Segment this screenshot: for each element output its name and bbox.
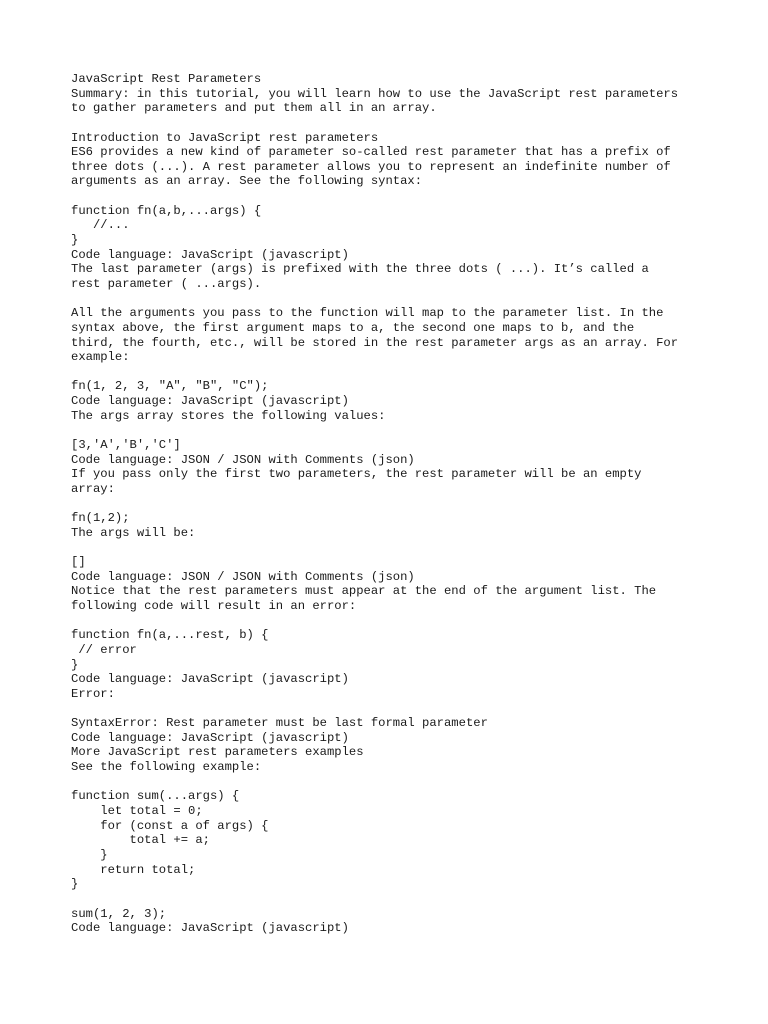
blank-line [71,116,731,131]
text-line: array: [71,481,115,496]
text-line: three dots (...). A rest parameter allows you to represent an indefinite number of [71,159,671,174]
code-line: SyntaxError: Rest parameter must be last formal parameter [71,716,488,731]
text-line: following code will result in an error: [71,599,357,614]
text-line: The last parameter (args) is prefixed with the three dots ( ...). It’s called a [71,262,649,277]
text-line: If you pass only the first two parameters, the rest parameter will be an empty [71,467,642,482]
code-line: function sum(...args) { [71,789,240,804]
code-line: } [71,877,79,892]
code-line: // error [71,642,137,657]
code-line: //... [71,218,130,233]
text-line: Summary: in this tutorial, you will learn how to use the JavaScript rest parameters [71,86,679,101]
text-line: All the arguments you pass to the function will map to the parameter list. In the [71,306,664,321]
blank-line [71,614,731,629]
text-line: See the following example: [71,760,262,775]
code-line: sum(1, 2, 3); [71,906,167,921]
blank-line [71,423,731,438]
code-line: } [71,847,108,862]
code-line: return total; [71,862,196,877]
text-line: syntax above, the first argument maps to a, the second one maps to b, and the [71,320,635,335]
text-line: The args array stores the following values: [71,408,386,423]
code-line: let total = 0; [71,804,203,819]
document-page [71,72,731,936]
code-language-label: Code language: JavaScript (javascript) [71,921,349,936]
text-line: More JavaScript rest parameters examples [71,745,364,760]
text-line: Introduction to JavaScript rest parameters [71,130,379,145]
code-line: [] [71,555,86,570]
text-line: Notice that the rest parameters must appear at the end of the argument list. The [71,584,657,599]
blank-line [71,702,731,717]
code-language-label: Code language: JavaScript (javascript) [71,247,349,262]
code-line: fn(1, 2, 3, "A", "B", "C"); [71,379,269,394]
text-line: Error: [71,686,115,701]
code-line: fn(1,2); [71,511,130,526]
code-language-label: Code language: JavaScript (javascript) [71,730,349,745]
blank-line [71,292,731,307]
code-line: [3,'A','B','C'] [71,438,181,453]
code-line: function fn(a,...rest, b) { [71,628,269,643]
text-line: third, the fourth, etc., will be stored in the rest parameter args as an array. For [71,335,679,350]
code-line: total += a; [71,833,210,848]
blank-line [71,541,731,556]
text-line: ES6 provides a new kind of parameter so-called rest parameter that has a prefix of [71,145,671,160]
text-line: arguments as an array. See the following syntax: [71,174,423,189]
text-line: to gather parameters and put them all in an array. [71,101,437,116]
code-line: for (const a of args) { [71,818,269,833]
text-line: The args will be: [71,525,196,540]
blank-line [71,497,731,512]
blank-line [71,892,731,907]
text-line: JavaScript Rest Parameters [71,72,262,86]
blank-line [71,189,731,204]
code-line: function fn(a,b,...args) { [71,203,262,218]
code-line: } [71,657,79,672]
code-language-label: Code language: JSON / JSON with Comments (json) [71,452,415,467]
code-language-label: Code language: JSON / JSON with Comments (json) [71,569,415,584]
text-line: rest parameter ( ...args). [71,276,262,291]
blank-line [71,775,731,790]
blank-line [71,365,731,380]
code-language-label: Code language: JavaScript (javascript) [71,394,349,409]
code-line: } [71,233,79,248]
text-line: example: [71,350,130,365]
code-language-label: Code language: JavaScript (javascript) [71,672,349,687]
